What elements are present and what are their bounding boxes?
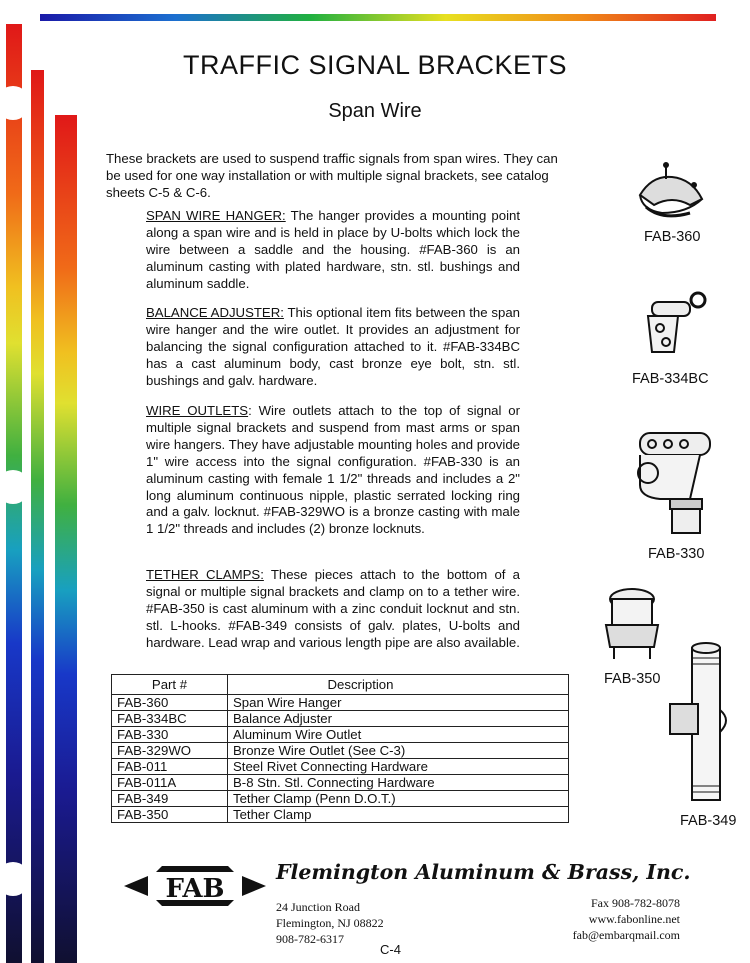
description-cell: Tether Clamp [228,807,569,823]
parts-table [111,674,569,823]
website: www.fabonline.net [588,912,680,926]
part-number-cell: FAB-011 [112,759,228,775]
rainbow-bar-left-2 [31,70,44,963]
table-row [112,759,569,775]
company-name: Flemington Aluminum & Brass, Inc. [276,860,691,884]
logo-text: FAB [165,874,225,904]
table-row [112,743,569,759]
part-label-fab-349: FAB-349 [680,813,737,829]
section-text: This optional item fits between the span wire hanger and the wire outlet. It provides an adjustment for balancing the signal configuration attached to it. #FAB-334BC has a cast aluminum body, cast bronze eye bolt, stn. stl. bushings and galv. hardware. [146,305,520,388]
fab-logo [122,858,268,919]
description-cell: Steel Rivet Connecting Hardware [228,759,569,775]
section-tether-clamps [146,567,520,652]
description-cell: Span Wire Hanger [228,695,569,711]
address-line: Flemington, NJ 08822 [276,916,384,930]
company-contact [520,895,680,943]
section-heading: WIRE OUTLETS [146,403,249,418]
page-subtitle: Span Wire [328,100,422,122]
table-row [112,727,569,743]
part-number-cell: FAB-349 [112,791,228,807]
section-text: These pieces attach to the bottom of a signal or multiple signal brackets and clamp on to a tether wire. #FAB-350 is cast aluminum with a zinc conduit locknut and stn. stl. L-hooks. #FAB-349 consists of galv. plates, U-bolts and hardware. Lead wrap and various length pipe are also available. [146,567,520,650]
description-cell: Tether Clamp (Penn D.O.T.) [228,791,569,807]
part-label-fab-350: FAB-350 [604,671,661,687]
part-number-cell: FAB-334BC [112,711,228,727]
table-row [112,695,569,711]
table-row [112,711,569,727]
description-cell: Bronze Wire Outlet (See C-3) [228,743,569,759]
part-number-cell: FAB-330 [112,727,228,743]
section-balance-adjuster [146,305,520,390]
description-cell: Balance Adjuster [228,711,569,727]
section-span-wire-hanger [146,208,520,293]
rainbow-bar-left-3 [55,115,77,963]
company-address [276,899,384,947]
section-text: The hanger provides a mounting point along a span wire and is held in place by U-bolts which lock the wire between a saddle and the housing. #FAB-360 is an aluminum casting with plated hardware, stn. stl. bushings and aluminum saddle. [146,208,521,291]
fab-350-illustration [600,585,664,665]
fab-330-illustration [630,425,720,540]
part-number-cell: FAB-350 [112,807,228,823]
section-heading: BALANCE ADJUSTER: [146,305,284,320]
description-cell: B-8 Stn. Stl. Connecting Hardware [228,775,569,791]
part-number-cell: FAB-329WO [112,743,228,759]
rainbow-bar-top [40,14,716,21]
address-line: 24 Junction Road [276,900,360,914]
table-header-row [112,675,569,695]
address-line: 908-782-6317 [276,932,344,946]
table-row [112,775,569,791]
page-number: C-4 [380,942,401,957]
fab-334bc-illustration [638,290,710,360]
binder-hole [0,470,30,504]
part-label-fab-334bc: FAB-334BC [632,371,709,387]
section-heading: SPAN WIRE HANGER: [146,208,286,223]
section-heading: TETHER CLAMPS: [146,567,264,582]
fab-349-illustration [662,640,742,805]
section-wire-outlets [146,403,520,538]
fax-number: Fax 908-782-8078 [591,896,680,910]
part-number-cell: FAB-011A [112,775,228,791]
table-row [112,791,569,807]
section-text: : Wire outlets attach to the top of signal or multiple signal brackets and suspend from mast arms or span wire hangers. They have adjustable mounting holes and provide 1" wire access into the signal configuration. #FAB-330 is an aluminum casting with female 1 1/2" threads and includes a 2" long aluminum continuous nipple, plastic serrated locking ring and a galv. locknut. #FAB-329WO is a bronze casting with male 1 1/2" threads and includes (2) bronze locknuts. [146,403,520,537]
intro-paragraph: These brackets are used to suspend traffic signals from span wires. They can be used for one way installation or with multiple signal brackets, see catalog sheets C-5 & C-6. [106,151,558,200]
column-header-description: Description [228,675,569,695]
part-label-fab-330: FAB-330 [648,546,705,562]
part-number-cell: FAB-360 [112,695,228,711]
page-title: TRAFFIC SIGNAL BRACKETS [182,50,568,80]
column-header-part: Part # [112,675,228,695]
email: fab@embarqmail.com [572,928,680,942]
table-row [112,807,569,823]
description-cell: Aluminum Wire Outlet [228,727,569,743]
fab-360-illustration [632,155,714,225]
part-label-fab-360: FAB-360 [644,229,701,245]
binder-hole [0,862,30,896]
